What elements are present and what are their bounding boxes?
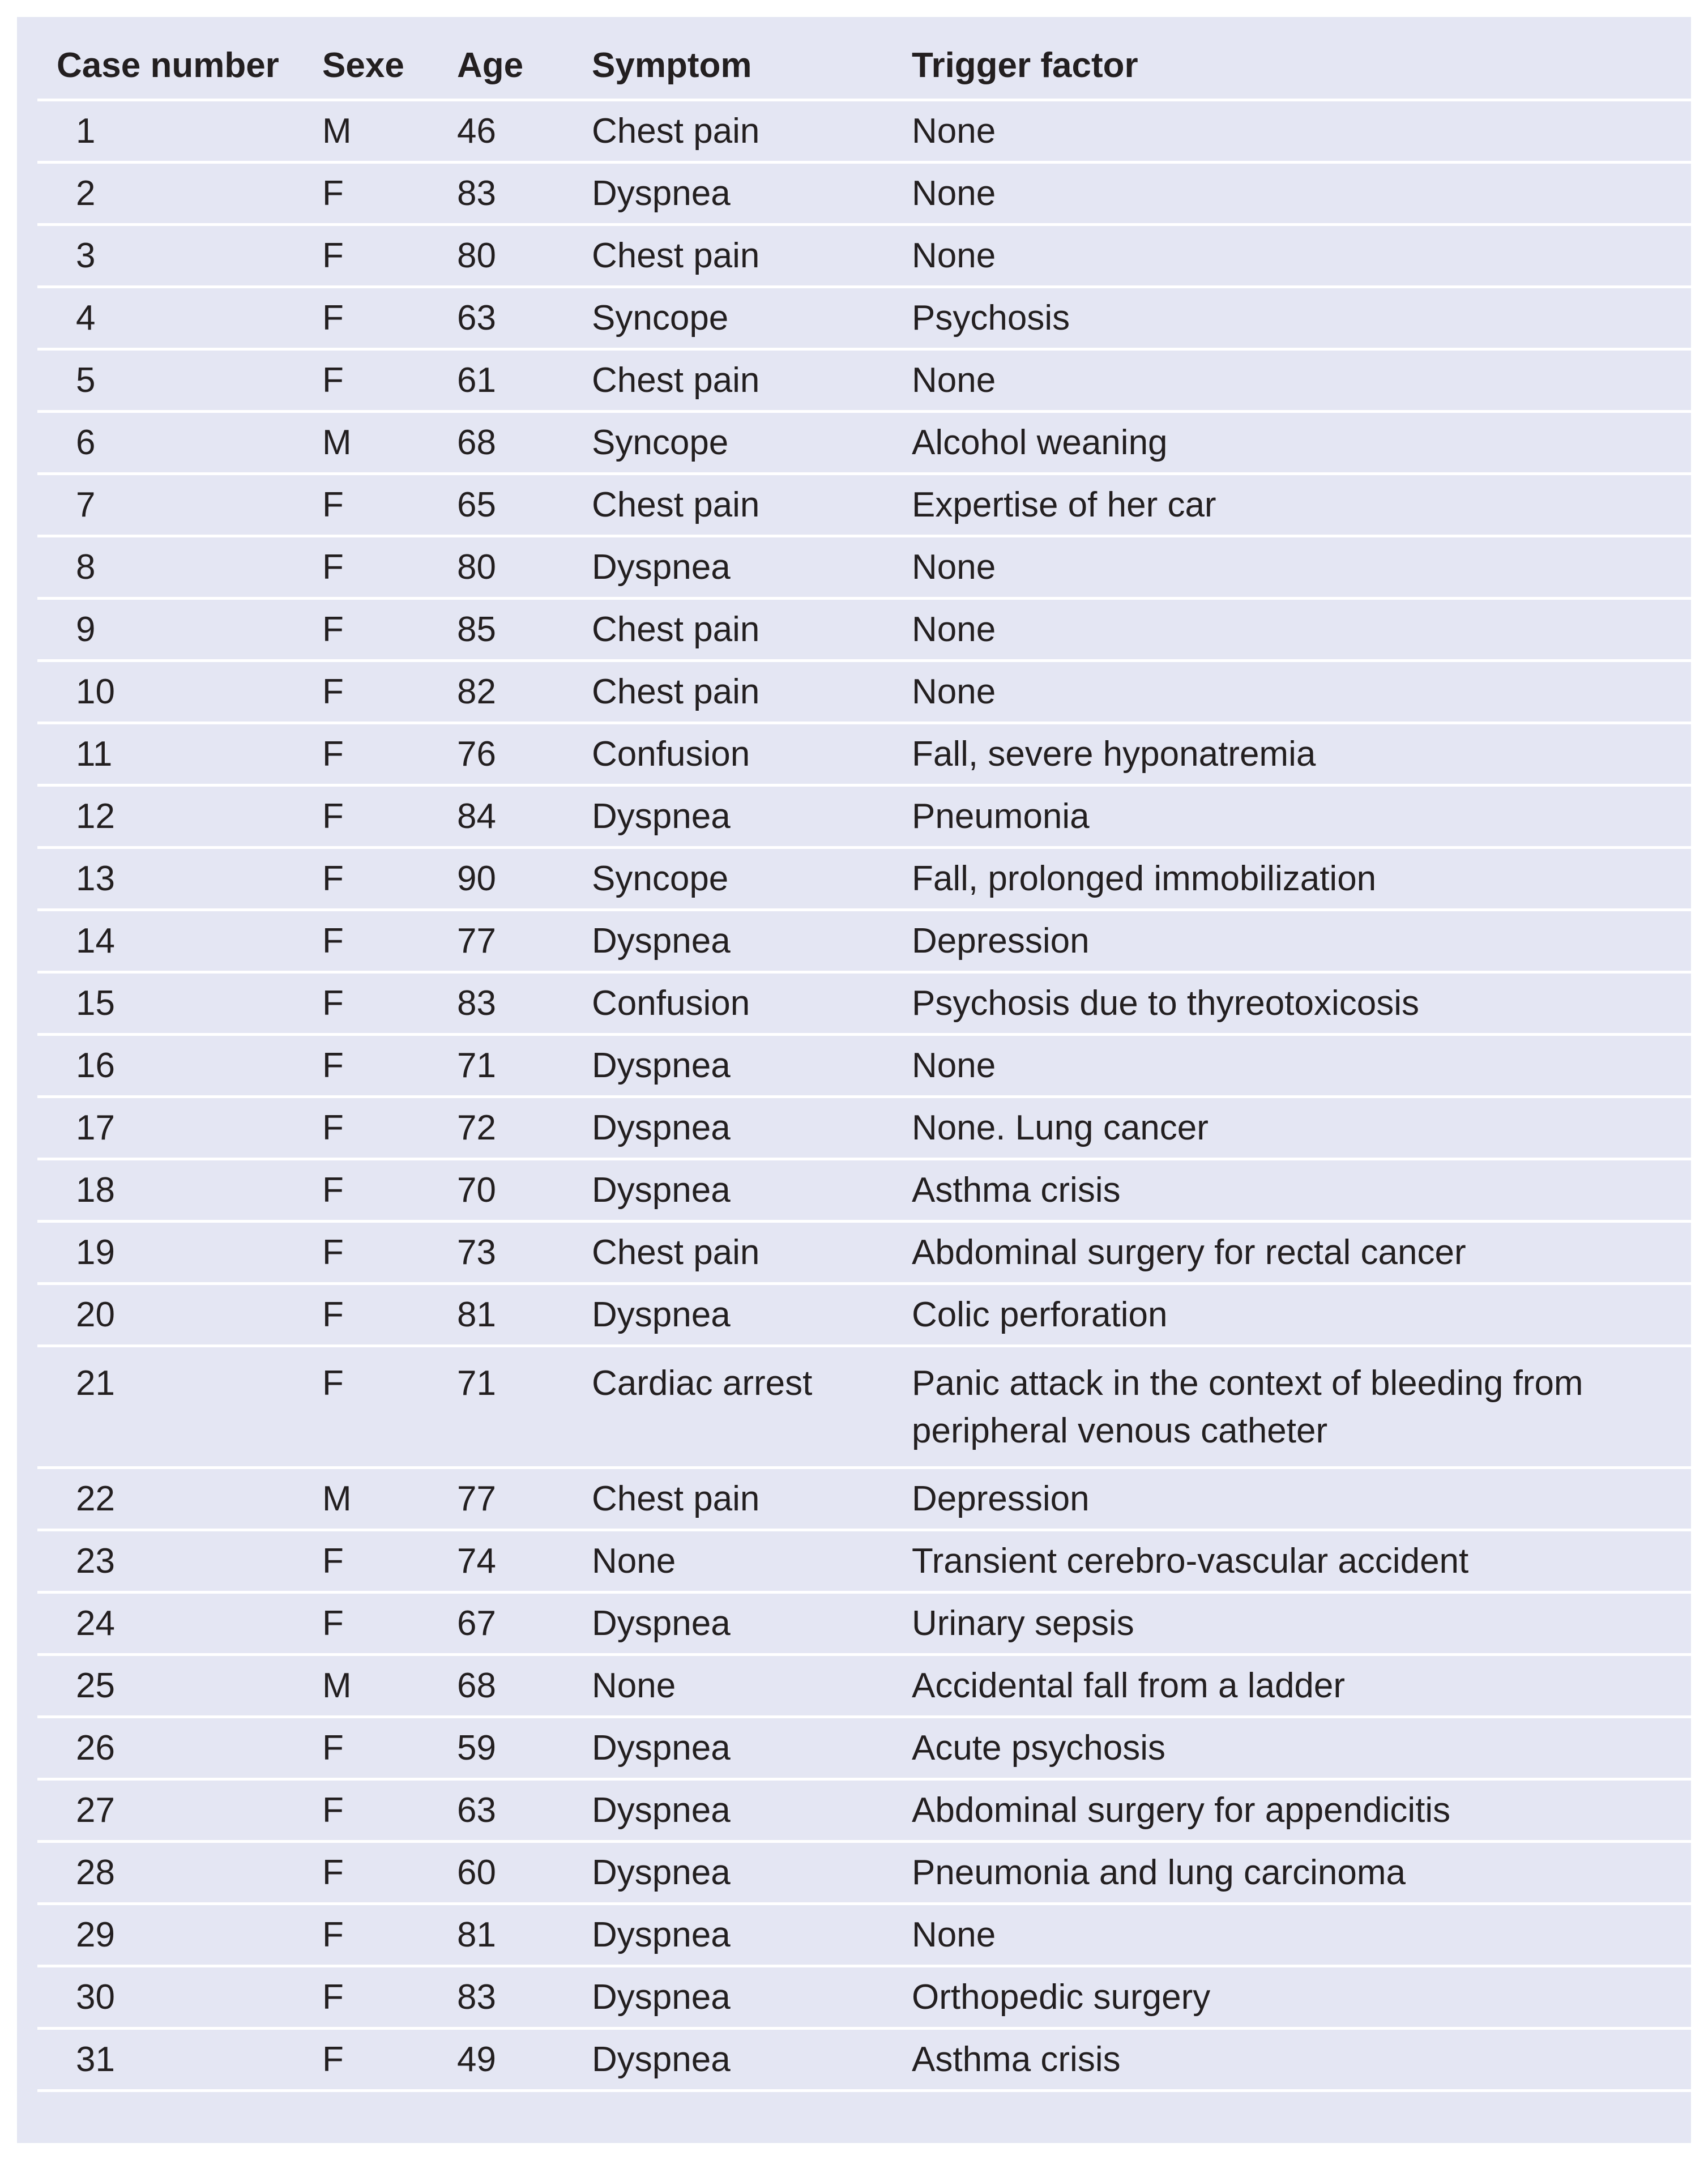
table-row <box>37 1097 1691 1159</box>
trigger-factor-cell: None <box>896 599 1691 661</box>
header-sex: Sexe <box>306 32 441 100</box>
symptom-cell: Dyspnea <box>576 1779 896 1842</box>
trigger-factor-cell: Pneumonia <box>896 786 1691 848</box>
age-cell: 72 <box>441 1097 576 1159</box>
age-cell: 67 <box>441 1593 576 1655</box>
case-number-cell: 19 <box>37 1222 306 1284</box>
case-number-cell: 30 <box>37 1966 306 2029</box>
sex-cell: F <box>306 1035 441 1097</box>
header-trigger-factor: Trigger factor <box>896 32 1691 100</box>
age-cell: 77 <box>441 1468 576 1530</box>
case-number-cell: 15 <box>37 972 306 1035</box>
table-row <box>37 349 1691 412</box>
sex-cell: F <box>306 474 441 536</box>
symptom-cell: Dyspnea <box>576 910 896 972</box>
trigger-factor-cell: Accidental fall from a ladder <box>896 1655 1691 1717</box>
table-header-row <box>37 32 1691 100</box>
symptom-cell: Dyspnea <box>576 2029 896 2091</box>
table-row <box>37 412 1691 474</box>
trigger-factor-cell: Panic attack in the context of bleeding from peripheral venous catheter <box>896 1346 1691 1468</box>
table-row <box>37 1779 1691 1842</box>
age-cell: 65 <box>441 474 576 536</box>
sex-cell: F <box>306 910 441 972</box>
age-cell: 77 <box>441 910 576 972</box>
age-cell: 76 <box>441 723 576 786</box>
sex-cell: F <box>306 349 441 412</box>
table-row <box>37 910 1691 972</box>
symptom-cell: Dyspnea <box>576 1904 896 1966</box>
trigger-factor-cell: Abdominal surgery for rectal cancer <box>896 1222 1691 1284</box>
trigger-factor-cell: Asthma crisis <box>896 2029 1691 2091</box>
table-row <box>37 1284 1691 1346</box>
case-number-cell: 14 <box>37 910 306 972</box>
trigger-factor-cell: Psychosis due to thyreotoxicosis <box>896 972 1691 1035</box>
symptom-cell: Dyspnea <box>576 163 896 225</box>
table-row <box>37 848 1691 910</box>
table-row <box>37 1159 1691 1222</box>
table-row <box>37 1222 1691 1284</box>
sex-cell: M <box>306 1655 441 1717</box>
age-cell: 83 <box>441 1966 576 2029</box>
case-number-cell: 11 <box>37 723 306 786</box>
symptom-cell: Chest pain <box>576 1468 896 1530</box>
age-cell: 61 <box>441 349 576 412</box>
sex-cell: M <box>306 412 441 474</box>
case-number-cell: 1 <box>37 100 306 163</box>
table-row <box>37 287 1691 349</box>
trigger-factor-cell: None <box>896 225 1691 287</box>
age-cell: 84 <box>441 786 576 848</box>
sex-cell: F <box>306 1530 441 1593</box>
symptom-cell: Syncope <box>576 412 896 474</box>
age-cell: 70 <box>441 1159 576 1222</box>
case-number-cell: 17 <box>37 1097 306 1159</box>
trigger-factor-cell: Psychosis <box>896 287 1691 349</box>
symptom-cell: Chest pain <box>576 599 896 661</box>
sex-cell: F <box>306 1284 441 1346</box>
case-number-cell: 23 <box>37 1530 306 1593</box>
table-row <box>37 661 1691 723</box>
age-cell: 68 <box>441 412 576 474</box>
sex-cell: F <box>306 848 441 910</box>
trigger-factor-cell: None <box>896 661 1691 723</box>
table-row <box>37 972 1691 1035</box>
age-cell: 46 <box>441 100 576 163</box>
sex-cell: F <box>306 1966 441 2029</box>
table-row <box>37 2029 1691 2091</box>
case-number-cell: 13 <box>37 848 306 910</box>
table-row <box>37 1346 1691 1468</box>
trigger-factor-cell: Depression <box>896 910 1691 972</box>
table-row <box>37 1842 1691 1904</box>
trigger-factor-cell: Orthopedic surgery <box>896 1966 1691 2029</box>
trigger-factor-cell: None. Lung cancer <box>896 1097 1691 1159</box>
age-cell: 83 <box>441 972 576 1035</box>
age-cell: 82 <box>441 661 576 723</box>
case-number-cell: 22 <box>37 1468 306 1530</box>
age-cell: 74 <box>441 1530 576 1593</box>
case-number-cell: 28 <box>37 1842 306 1904</box>
trigger-factor-cell: None <box>896 349 1691 412</box>
trigger-factor-cell: Fall, prolonged immobilization <box>896 848 1691 910</box>
table-row <box>37 1530 1691 1593</box>
table-row <box>37 1468 1691 1530</box>
trigger-factor-cell: Depression <box>896 1468 1691 1530</box>
table-row <box>37 599 1691 661</box>
table-row <box>37 100 1691 163</box>
trigger-factor-cell: None <box>896 163 1691 225</box>
case-number-cell: 31 <box>37 2029 306 2091</box>
trigger-factor-cell: None <box>896 1035 1691 1097</box>
age-cell: 59 <box>441 1717 576 1779</box>
symptom-cell: Confusion <box>576 972 896 1035</box>
age-cell: 90 <box>441 848 576 910</box>
case-number-cell: 7 <box>37 474 306 536</box>
age-cell: 71 <box>441 1346 576 1468</box>
case-number-cell: 26 <box>37 1717 306 1779</box>
trigger-factor-cell: Abdominal surgery for appendicitis <box>896 1779 1691 1842</box>
sex-cell: F <box>306 287 441 349</box>
sex-cell: F <box>306 1222 441 1284</box>
symptom-cell: Dyspnea <box>576 1097 896 1159</box>
trigger-factor-cell: None <box>896 536 1691 599</box>
case-table <box>37 32 1691 2092</box>
table-row <box>37 225 1691 287</box>
case-number-cell: 18 <box>37 1159 306 1222</box>
sex-cell: F <box>306 1904 441 1966</box>
symptom-cell: Dyspnea <box>576 786 896 848</box>
age-cell: 81 <box>441 1904 576 1966</box>
table-row <box>37 1593 1691 1655</box>
sex-cell: F <box>306 723 441 786</box>
age-cell: 63 <box>441 1779 576 1842</box>
table-row <box>37 1717 1691 1779</box>
sex-cell: F <box>306 599 441 661</box>
sex-cell: F <box>306 2029 441 2091</box>
symptom-cell: Chest pain <box>576 349 896 412</box>
trigger-factor-cell: Urinary sepsis <box>896 1593 1691 1655</box>
age-cell: 49 <box>441 2029 576 2091</box>
table-row <box>37 1966 1691 2029</box>
trigger-factor-cell: Acute psychosis <box>896 1717 1691 1779</box>
symptom-cell: Chest pain <box>576 225 896 287</box>
trigger-factor-cell: Alcohol weaning <box>896 412 1691 474</box>
trigger-factor-cell: Pneumonia and lung carcinoma <box>896 1842 1691 1904</box>
table-row <box>37 1655 1691 1717</box>
trigger-factor-cell: Asthma crisis <box>896 1159 1691 1222</box>
case-number-cell: 8 <box>37 536 306 599</box>
symptom-cell: Cardiac arrest <box>576 1346 896 1468</box>
symptom-cell: None <box>576 1530 896 1593</box>
trigger-factor-cell: None <box>896 100 1691 163</box>
case-number-cell: 24 <box>37 1593 306 1655</box>
trigger-factor-cell: Transient cerebro-vascular accident <box>896 1530 1691 1593</box>
trigger-factor-cell: Fall, severe hyponatremia <box>896 723 1691 786</box>
sex-cell: F <box>306 786 441 848</box>
symptom-cell: Chest pain <box>576 474 896 536</box>
age-cell: 83 <box>441 163 576 225</box>
sex-cell: F <box>306 972 441 1035</box>
symptom-cell: Syncope <box>576 848 896 910</box>
age-cell: 60 <box>441 1842 576 1904</box>
symptom-cell: Dyspnea <box>576 1284 896 1346</box>
table-row <box>37 786 1691 848</box>
symptom-cell: Dyspnea <box>576 1842 896 1904</box>
trigger-factor-cell: None <box>896 1904 1691 1966</box>
case-number-cell: 20 <box>37 1284 306 1346</box>
trigger-factor-cell: Colic perforation <box>896 1284 1691 1346</box>
sex-cell: F <box>306 1097 441 1159</box>
sex-cell: F <box>306 661 441 723</box>
sex-cell: M <box>306 1468 441 1530</box>
age-cell: 80 <box>441 536 576 599</box>
case-number-cell: 27 <box>37 1779 306 1842</box>
case-number-cell: 21 <box>37 1346 306 1468</box>
symptom-cell: Syncope <box>576 287 896 349</box>
table-row <box>37 474 1691 536</box>
table-row <box>37 163 1691 225</box>
table-row <box>37 1904 1691 1966</box>
symptom-cell: None <box>576 1655 896 1717</box>
table-panel <box>17 17 1691 2143</box>
case-number-cell: 5 <box>37 349 306 412</box>
case-number-cell: 3 <box>37 225 306 287</box>
symptom-cell: Dyspnea <box>576 1593 896 1655</box>
age-cell: 80 <box>441 225 576 287</box>
case-number-cell: 2 <box>37 163 306 225</box>
sex-cell: F <box>306 1159 441 1222</box>
sex-cell: M <box>306 100 441 163</box>
symptom-cell: Confusion <box>576 723 896 786</box>
age-cell: 71 <box>441 1035 576 1097</box>
sex-cell: F <box>306 1717 441 1779</box>
table-row <box>37 536 1691 599</box>
symptom-cell: Dyspnea <box>576 536 896 599</box>
sex-cell: F <box>306 1346 441 1468</box>
sex-cell: F <box>306 1842 441 1904</box>
sex-cell: F <box>306 225 441 287</box>
case-number-cell: 25 <box>37 1655 306 1717</box>
symptom-cell: Dyspnea <box>576 1159 896 1222</box>
case-number-cell: 9 <box>37 599 306 661</box>
case-number-cell: 12 <box>37 786 306 848</box>
table-row <box>37 1035 1691 1097</box>
header-symptom: Symptom <box>576 32 896 100</box>
symptom-cell: Chest pain <box>576 100 896 163</box>
case-number-cell: 6 <box>37 412 306 474</box>
header-case-number: Case number <box>37 32 306 100</box>
symptom-cell: Chest pain <box>576 661 896 723</box>
age-cell: 68 <box>441 1655 576 1717</box>
case-number-cell: 29 <box>37 1904 306 1966</box>
case-number-cell: 10 <box>37 661 306 723</box>
age-cell: 63 <box>441 287 576 349</box>
symptom-cell: Chest pain <box>576 1222 896 1284</box>
symptom-cell: Dyspnea <box>576 1717 896 1779</box>
age-cell: 85 <box>441 599 576 661</box>
age-cell: 73 <box>441 1222 576 1284</box>
sex-cell: F <box>306 163 441 225</box>
trigger-factor-cell: Expertise of her car <box>896 474 1691 536</box>
sex-cell: F <box>306 1593 441 1655</box>
sex-cell: F <box>306 1779 441 1842</box>
case-number-cell: 4 <box>37 287 306 349</box>
sex-cell: F <box>306 536 441 599</box>
case-number-cell: 16 <box>37 1035 306 1097</box>
symptom-cell: Dyspnea <box>576 1966 896 2029</box>
table-body <box>37 100 1691 2091</box>
symptom-cell: Dyspnea <box>576 1035 896 1097</box>
age-cell: 81 <box>441 1284 576 1346</box>
table-row <box>37 723 1691 786</box>
header-age: Age <box>441 32 576 100</box>
